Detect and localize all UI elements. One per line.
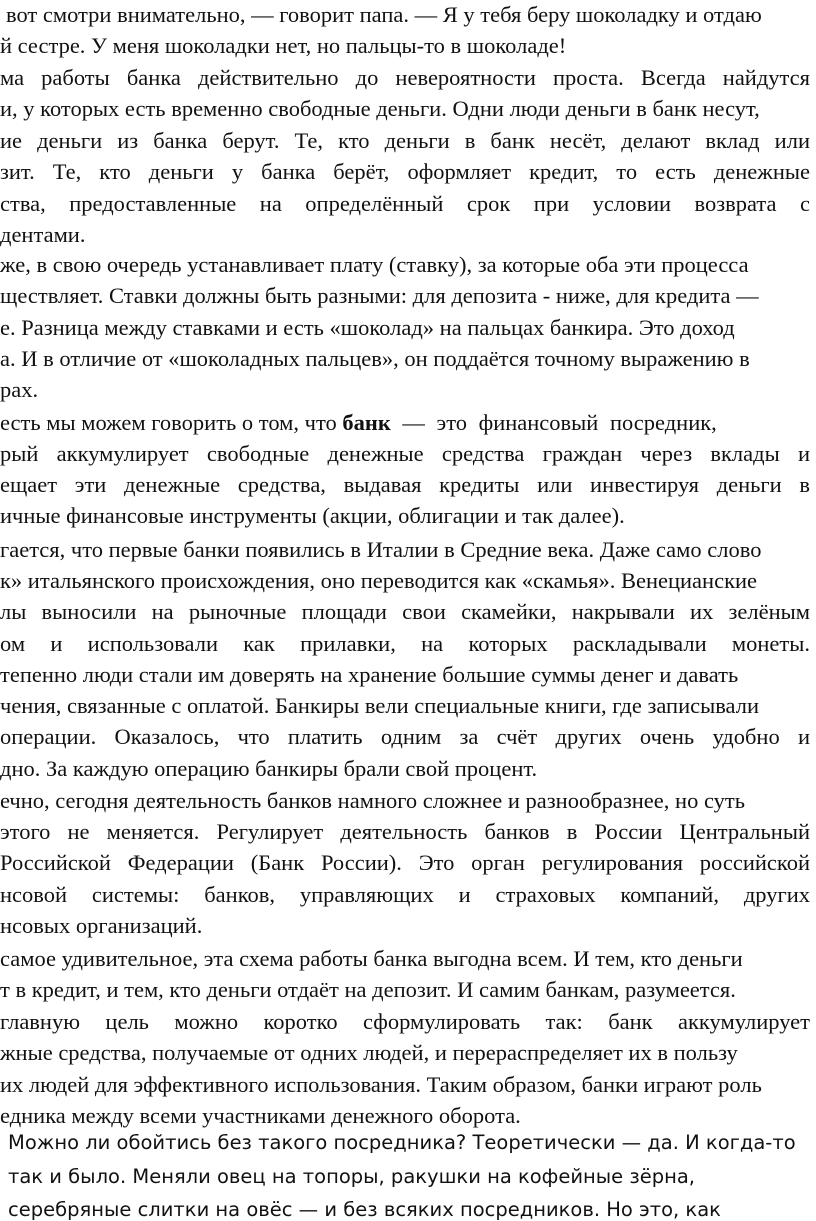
- text-line: ечно, сегодня деятельность банков намного сложнее и разнообразнее, но суть: [0, 788, 745, 813]
- text-line: ещает эти денежные средства, выдавая кредиты или инвестируя деньги в: [0, 472, 810, 497]
- text-line: и, у которых есть временно свободные деньги. Одни люди деньги в банк несут,: [0, 96, 760, 121]
- text-line: ществляет. Ставки должны быть разными: для депозита - ниже, для кредита —: [0, 283, 759, 308]
- text-line: к» итальянского происхождения, оно переводится как «скамья». Венецианские: [0, 568, 758, 593]
- text-line: едника между всеми участниками денежного оборота.: [0, 1103, 521, 1128]
- text-line: нсовой системы: банков, управляющих и страховых компаний, других: [0, 882, 810, 907]
- text-line: ичные финансовые инструменты (акции, облигации и так далее).: [0, 503, 625, 528]
- text-line: т в кредит, и тем, кто деньги отдаёт на депозит. И самим банкам, разумеется.: [0, 977, 736, 1002]
- text-line: Можно ли обойтись без такого посредника? Теоретически — да. И когда-то: [8, 1131, 796, 1154]
- text-line: [0, 408, 816, 438]
- bold-term-bank: банк: [342, 410, 391, 435]
- text-line: их людей для эффективного использования. Таким образом, банки играют роль: [0, 1072, 762, 1097]
- text-line: е. Разница между ставками и есть «шоколад» на пальцах банкира. Это доход: [0, 315, 735, 340]
- text-segment: — это финансовый посредник,: [390, 410, 717, 435]
- text-line: дно. За каждую операцию банкиры брали свой процент.: [0, 756, 538, 781]
- text-line: самое удивительное, эта схема работы банка выгодна всем. И тем, кто деньги: [0, 946, 743, 971]
- text-line: нсовых организаций.: [0, 913, 203, 938]
- text-line: ма работы банка действительно до невероятности проста. Всегда найдутся: [0, 65, 810, 90]
- text-line: чения, связанные с оплатой. Банкиры вели специальные книги, где записывали: [0, 693, 760, 718]
- text-line: Российской Федерации (Банк России). Это орган регулирования российской: [0, 850, 810, 875]
- text-line: этого не меняется. Регулирует деятельность банков в России Центральный: [0, 819, 810, 844]
- text-line: й сестре. У меня шоколадки нет, но пальцы-то в шоколаде!: [0, 33, 567, 58]
- text-line: жные средства, получаемые от одних людей, и перераспределяет их в пользу: [0, 1040, 738, 1065]
- text-line: вот смотри внимательно, — говорит папа. — Я у тебя беру шоколадку и отдаю: [6, 2, 762, 27]
- text-line: так и было. Меняли овец на топоры, ракушки на кофейные зёрна,: [8, 1165, 696, 1188]
- text-line: дентами.: [0, 222, 86, 247]
- text-line: операции. Оказалось, что платить одним за счёт других очень удобно и: [0, 724, 810, 749]
- text-line: зит. Те, кто деньги у банка берёт, оформляет кредит, то есть денежные: [0, 159, 810, 184]
- text-line: лы выносили на рыночные площади свои скамейки, накрывали их зелёным: [0, 599, 810, 624]
- text-line: тепенно люди стали им доверять на хранение большие суммы денег и давать: [0, 662, 739, 687]
- text-line: же, в свою очередь устанавливает плату (ставку), за которые оба эти процесса: [0, 252, 749, 277]
- text-segment: есть мы можем говорить о том, что: [0, 410, 343, 435]
- text-line: гается, что первые банки появились в Италии в Средние века. Даже само слово: [0, 537, 762, 562]
- text-line: рый аккумулирует свободные денежные средства граждан через вклады и: [0, 441, 810, 466]
- text-line: рах.: [0, 377, 39, 402]
- text-line: ства, предоставленные на определённый срок при условии возврата с: [0, 191, 810, 216]
- text-line: серебряные слитки на овёс — и без всяких посредников. Но это, как: [8, 1198, 721, 1221]
- text-line: ие деньги из банка берут. Те, кто деньги в банк несёт, делают вклад или: [0, 128, 810, 153]
- text-line: а. И в отличие от «шоколадных пальцев», он поддаётся точному выражению в: [0, 346, 750, 371]
- text-line: главную цель можно коротко сформулировать так: банк аккумулирует: [0, 1009, 810, 1034]
- text-line: ом и использовали как прилавки, на которых раскладывали монеты.: [0, 631, 810, 656]
